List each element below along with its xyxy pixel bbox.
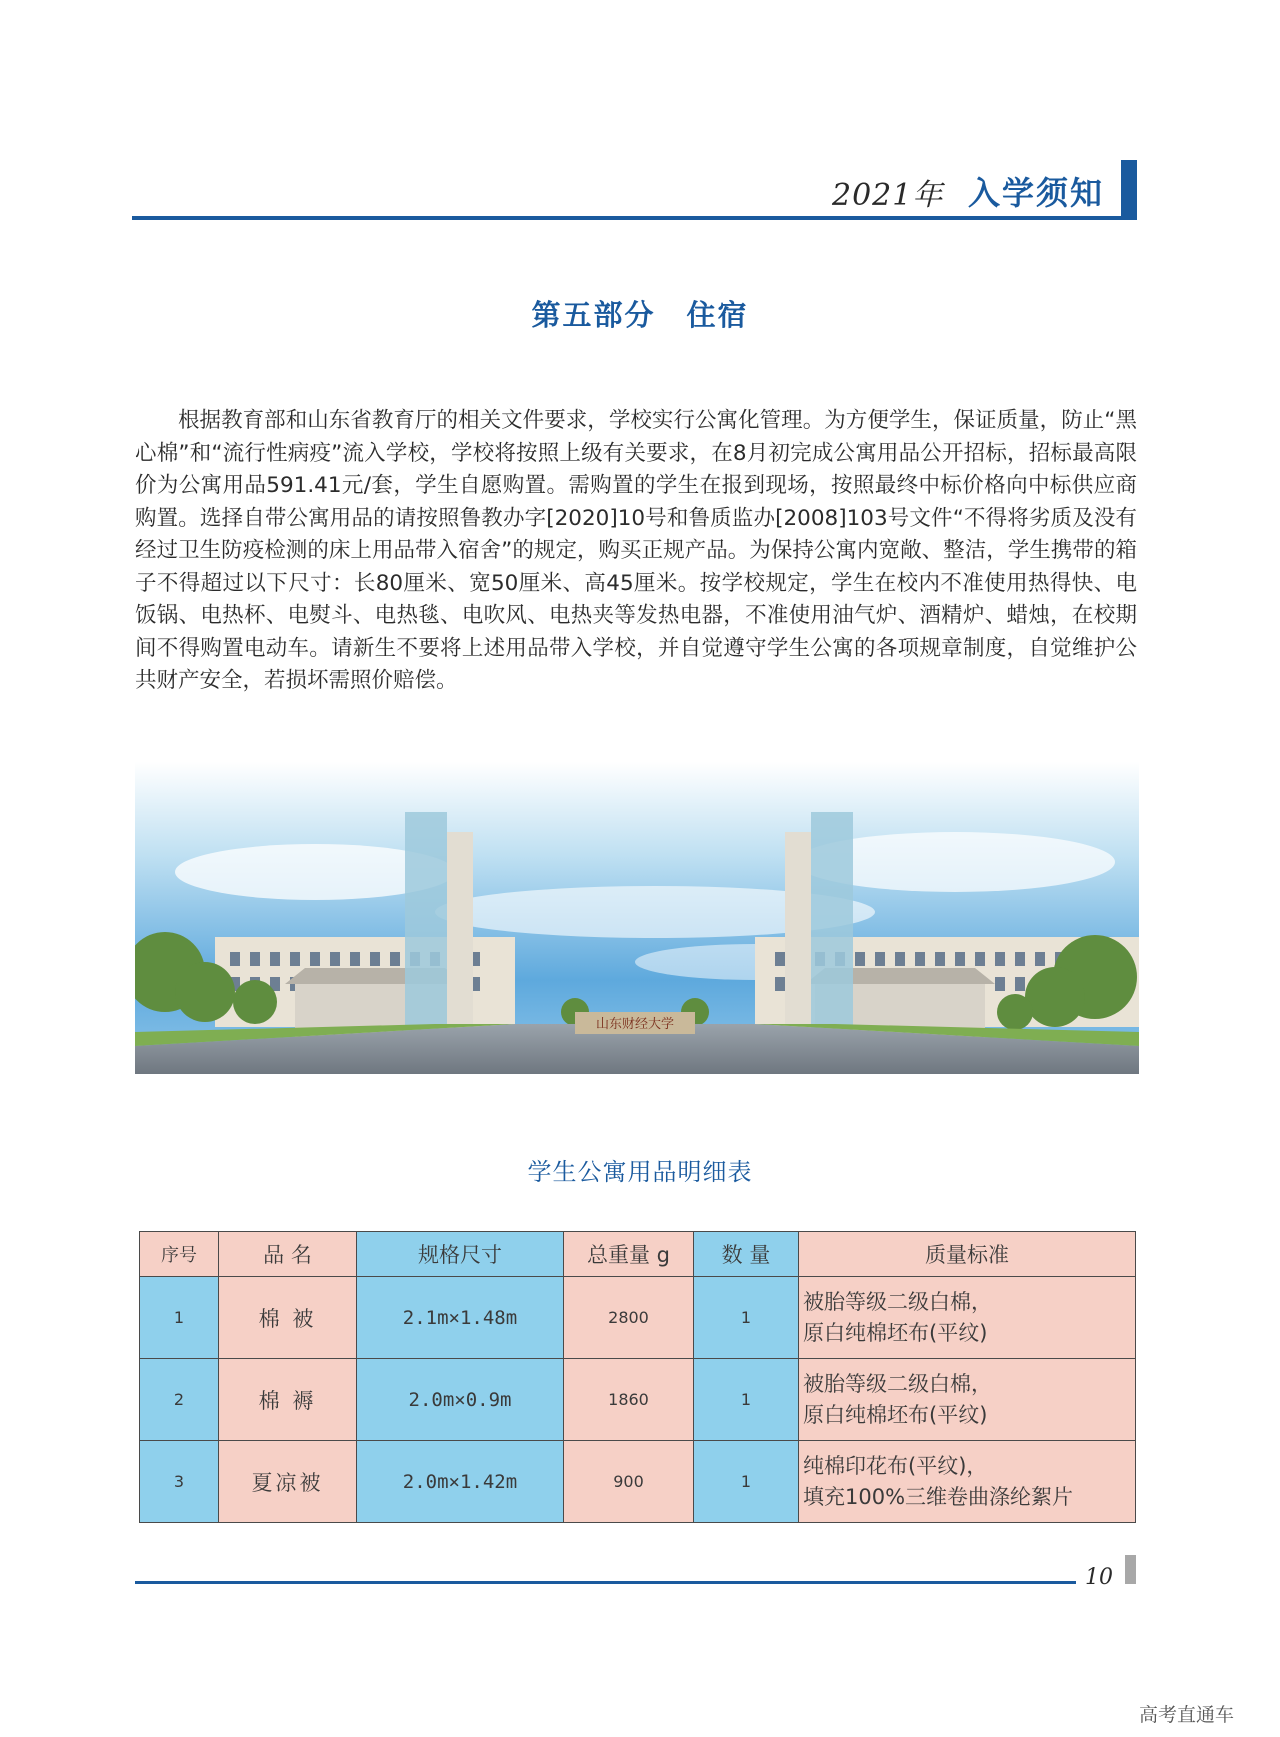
table-header-row (140, 1232, 1136, 1277)
campus-gate-photo (135, 762, 1139, 1074)
cell-qty: 1 (694, 1277, 799, 1359)
quality-line-1: 被胎等级二级白棉， (803, 1289, 992, 1314)
footer-rule (135, 1581, 1076, 1584)
cell-name: 夏凉被 (219, 1441, 357, 1523)
cell-no: 2 (140, 1359, 219, 1441)
gate-sign-text: 山东财经大学 (595, 1017, 675, 1032)
dorm-items-table (139, 1231, 1136, 1523)
cell-qty: 1 (694, 1359, 799, 1441)
cell-name: 棉 褥 (219, 1359, 357, 1441)
quality-line-2: 填充100%三维卷曲涤纶絮片 (803, 1484, 1074, 1509)
cell-weight: 900 (564, 1441, 694, 1523)
header-accent-block (1121, 160, 1137, 218)
table-row (140, 1441, 1136, 1523)
cell-quality (799, 1277, 1136, 1359)
table-row (140, 1277, 1136, 1359)
header-cell-qty: 数 量 (694, 1232, 799, 1277)
quality-line-2: 原白纯棉坯布(平纹) (803, 1320, 988, 1345)
footer-accent-block (1125, 1555, 1136, 1584)
body-paragraph: 根据教育部和山东省教育厅的相关文件要求，学校实行公寓化管理。为方便学生，保证质量，防止“黑心棉”和“流行性病疫”流入学校，学校将按照上级有关要求，在8月初完成公寓用品公开招标，招标最高限价为公寓用品591.41元/套，学生自愿购置。需购置的学生在报到现场，按照最终中标价格向中标供应商购置。选择自带公寓用品的请按照鲁教办字[2020]10号和鲁质监办[2008]103号文件“不得将劣质及没有经过卫生防疫检测的床上用品带入宿舍”的规定，购买正规产品。为保持公寓内宽敞、整洁，学生携带的箱子不得超过以下尺寸：长80厘米、宽50厘米、高45厘米。按学校规定，学生在校内不准使用热得快、电饭锅、电热杯、电熨斗、电热毯、电吹风、电热夹等发热电器，不准使用油气炉、酒精炉、蜡烛，在校期间不得购置电动车。请新生不要将上述用品带入学校，并自觉遵守学生公寓的各项规章制度，自觉维护公共财产安全，若损坏需照价赔偿。 (135, 408, 1137, 693)
header-year: 2021年 (832, 178, 944, 213)
header-rule (132, 216, 1137, 220)
header-cell-quality: 质量标准 (799, 1232, 1136, 1277)
cell-qty: 1 (694, 1441, 799, 1523)
quality-line-1: 纯棉印花布(平纹)， (803, 1453, 988, 1478)
cell-no: 1 (140, 1277, 219, 1359)
quality-line-2: 原白纯棉坯布(平纹) (803, 1402, 988, 1427)
section-title: 第五部分 住宿 (531, 298, 749, 332)
header-cell-name: 品 名 (219, 1232, 357, 1277)
cell-spec: 2.1m×1.48m (357, 1277, 564, 1359)
header-cell-weight: 总重量 g (564, 1232, 694, 1277)
header-cell-spec: 规格尺寸 (357, 1232, 564, 1277)
cell-spec: 2.0m×1.42m (357, 1441, 564, 1523)
cell-weight: 1860 (564, 1359, 694, 1441)
cell-quality (799, 1441, 1136, 1523)
cell-spec: 2.0m×0.9m (357, 1359, 564, 1441)
cell-quality (799, 1359, 1136, 1441)
page-number: 10 (1085, 1565, 1113, 1590)
cell-no: 3 (140, 1441, 219, 1523)
table-row (140, 1359, 1136, 1441)
cell-name: 棉 被 (219, 1277, 357, 1359)
table-title: 学生公寓用品明细表 (527, 1158, 753, 1186)
watermark: 高考直通车 (1139, 1704, 1235, 1726)
quality-line-1: 被胎等级二级白棉， (803, 1371, 992, 1396)
header-cell-no: 序号 (140, 1232, 219, 1277)
cell-weight: 2800 (564, 1277, 694, 1359)
header-title: 入学须知 (968, 174, 1105, 212)
